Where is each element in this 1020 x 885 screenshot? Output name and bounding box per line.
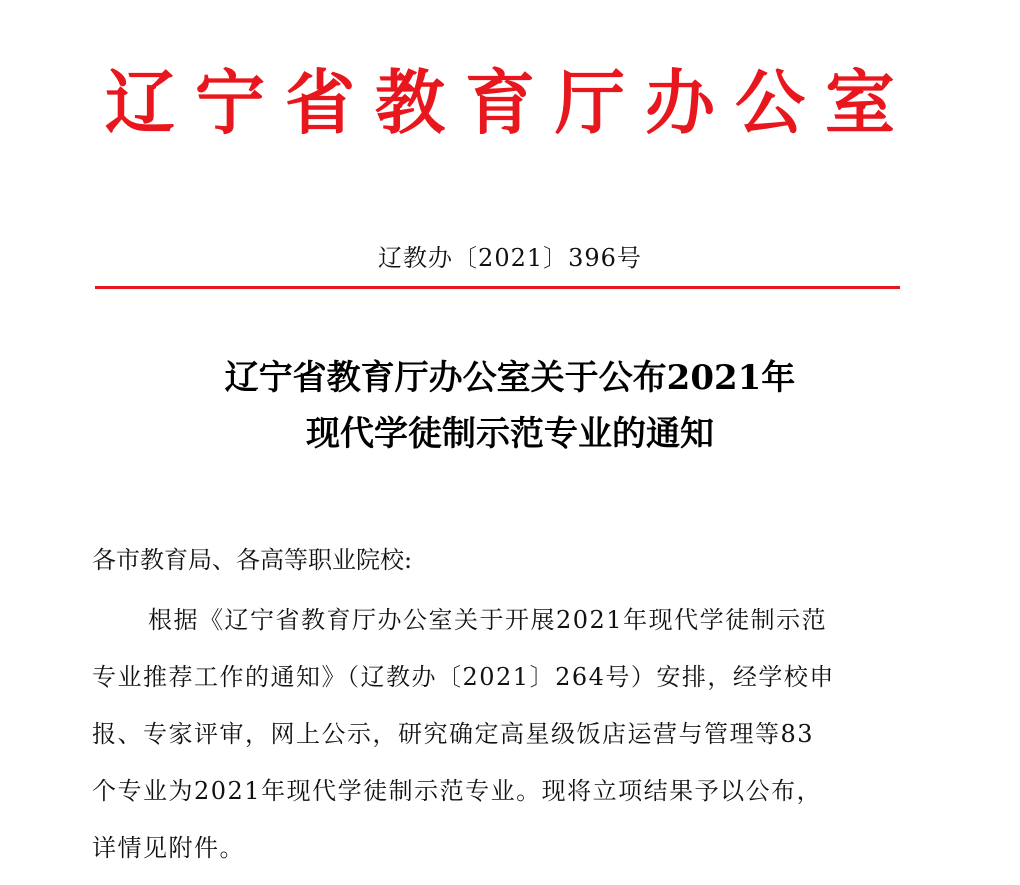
body-line: 个专业为2021年现代学徒制示范专业。现将立项结果予以公布， xyxy=(92,777,823,805)
document-title-line-1: 辽宁省教育厅办公室关于公布2021年 xyxy=(224,358,796,398)
body-line: 专业推荐工作的通知》（辽教办〔2021〕264号）安排，经学校申 xyxy=(92,663,835,691)
body-line: 详情见附件。 xyxy=(92,834,245,862)
document-title-line-2: 现代学徒制示范专业的通知 xyxy=(306,414,714,454)
body-paragraph xyxy=(92,600,912,885)
red-divider-line xyxy=(95,286,900,289)
body-line: 报、专家评审，网上公示，研究确定高星级饭店运营与管理等83 xyxy=(92,720,815,748)
document-title xyxy=(0,350,1020,462)
salutation: 各市教育局、各高等职业院校: xyxy=(92,546,413,574)
issuing-organization-header: 辽宁省教育厅办公室 xyxy=(105,61,915,144)
body-line: 根据《辽宁省教育厅办公室关于开展2021年现代学徒制示范 xyxy=(148,606,828,634)
document-number: 辽教办〔2021〕396号 xyxy=(378,244,642,272)
